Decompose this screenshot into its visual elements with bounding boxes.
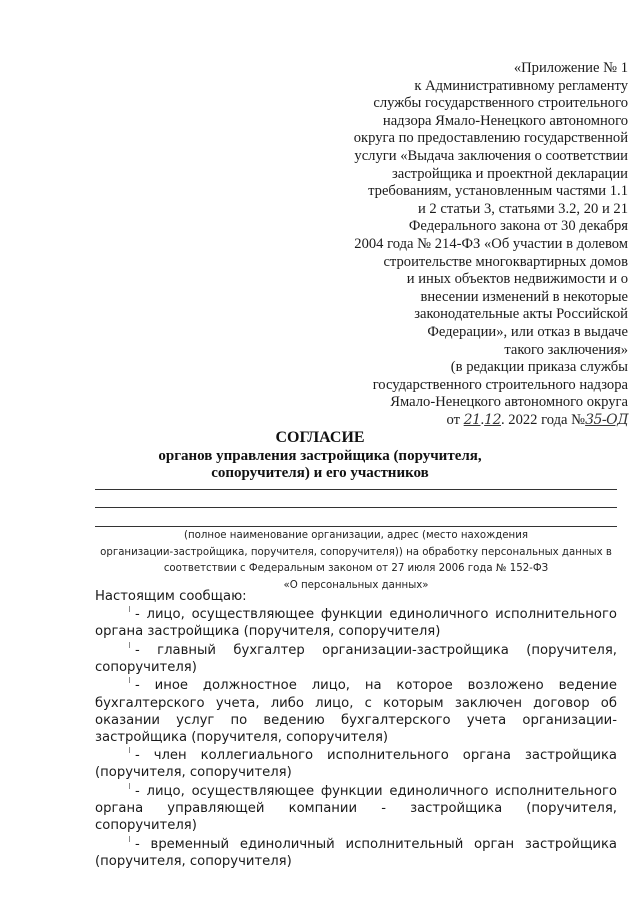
caption-line: соответствии с Федеральным законом от 27 июля 2006 года № 152-ФЗ (163, 563, 549, 574)
handwritten-day: 21 (463, 411, 481, 428)
fill-in-line (95, 489, 617, 490)
appendix-line: службы государственного строительного (373, 95, 628, 112)
appendix-line: Ямало-Ненецкого автономного округа (390, 394, 628, 411)
appendix-line: законодательные акты Российской (414, 306, 628, 323)
list-item-text: - лицо, осуществляющее функции единоличного исполнительного органа застройщика (поручителя, сопоручителя) (95, 607, 617, 640)
appendix-line: услуги «Выдача заключения о соответствии (354, 147, 628, 164)
fill-in-caption (95, 528, 617, 594)
checkbox-mark (121, 644, 135, 654)
appendix-line: Федерации», или отказ в выдаче (427, 323, 628, 340)
caption-line: (полное наименование организации, адрес (место нахождения (184, 530, 528, 541)
list-item (95, 747, 617, 781)
list-item (95, 642, 617, 676)
date-prefix: от (446, 411, 461, 428)
appendix-line: и иных объектов недвижимости и о (406, 271, 628, 288)
appendix-line: к Административному регламенту (414, 77, 628, 94)
list-item-text: - главный бухгалтер организации-застройщика (поручителя, сопоручителя) (95, 642, 617, 675)
appendix-line: округа по предоставлению государственной (353, 130, 628, 147)
appendix-line: такого заключения» (504, 341, 628, 358)
appendix-line: «Приложение № 1 (513, 60, 628, 76)
checkbox-mark (121, 785, 135, 795)
appendix-line: Федерального закона от 30 декабря (408, 218, 628, 235)
checkbox-mark (121, 838, 135, 848)
appendix-line: (в редакции приказа службы (450, 359, 628, 376)
appendix-line: застройщика и проектной декларации (391, 165, 628, 182)
caption-line: организации-застройщика, поручителя, сопоручителя)) на обработку персональных данных в (100, 546, 612, 558)
list-item (95, 677, 617, 745)
consent-body (95, 588, 617, 872)
fill-in-line (95, 526, 617, 527)
title-sub-line2: сопоручителя) и его участников (211, 465, 429, 481)
list-item-text: - лицо, осуществляющее функции единоличного исполнительного органа управляющей компании - застройщика (поручителя, сопоручителя) (95, 784, 617, 834)
list-item-text: - член коллегиального исполнительного органа застройщика (поручителя, сопоручителя) (95, 748, 617, 781)
caption-line: «О персональных данных» (283, 579, 429, 591)
appendix-line: надзора Ямало-Ненецкого автономного (382, 112, 628, 129)
list-item (95, 783, 617, 834)
list-item (95, 836, 617, 870)
intro-text: Настоящим сообщаю: (95, 589, 247, 604)
title-main: СОГЛАСИЕ (275, 429, 365, 446)
handwritten-month: 12 (484, 411, 501, 428)
date-year: 2022 года № (508, 411, 586, 428)
handwritten-order-number: 35-ОД (585, 411, 628, 428)
fill-in-line (95, 507, 617, 508)
appendix-line: государственного строительного надзора (372, 376, 628, 393)
checkbox-mark (121, 608, 135, 618)
appendix-date-line: от 21.12. 2022 года №35-ОД (446, 411, 628, 428)
list-item (95, 606, 617, 640)
appendix-line: строительстве многоквартирных домов (383, 253, 628, 270)
checkbox-mark (121, 679, 135, 689)
list-item-text: - иное должностное лицо, на которое возложено ведение бухгалтерского учета, либо лицо, с которым заключен договор об оказании услуг по ведению бухгалтерского учета организации-застройщика (поручителя, сопоручителя) (95, 678, 617, 745)
document-title (0, 428, 640, 482)
appendix-line: и 2 статьи 3, статьями 3.2, 20 и 21 (417, 200, 628, 217)
appendix-line: внесении изменений в некоторые (420, 288, 628, 305)
appendix-line: 2004 года № 214-ФЗ «Об участии в долевом (354, 235, 628, 252)
checkbox-mark (121, 749, 135, 759)
appendix-header (308, 60, 628, 429)
title-sub-line1: органов управления застройщика (поручителя, (158, 448, 482, 464)
appendix-line: требованиям, установленным частями 1.1 (368, 183, 628, 200)
list-item-text: - временный единоличный исполнительный орган застройщика (поручителя, сопоручителя) (95, 836, 617, 869)
